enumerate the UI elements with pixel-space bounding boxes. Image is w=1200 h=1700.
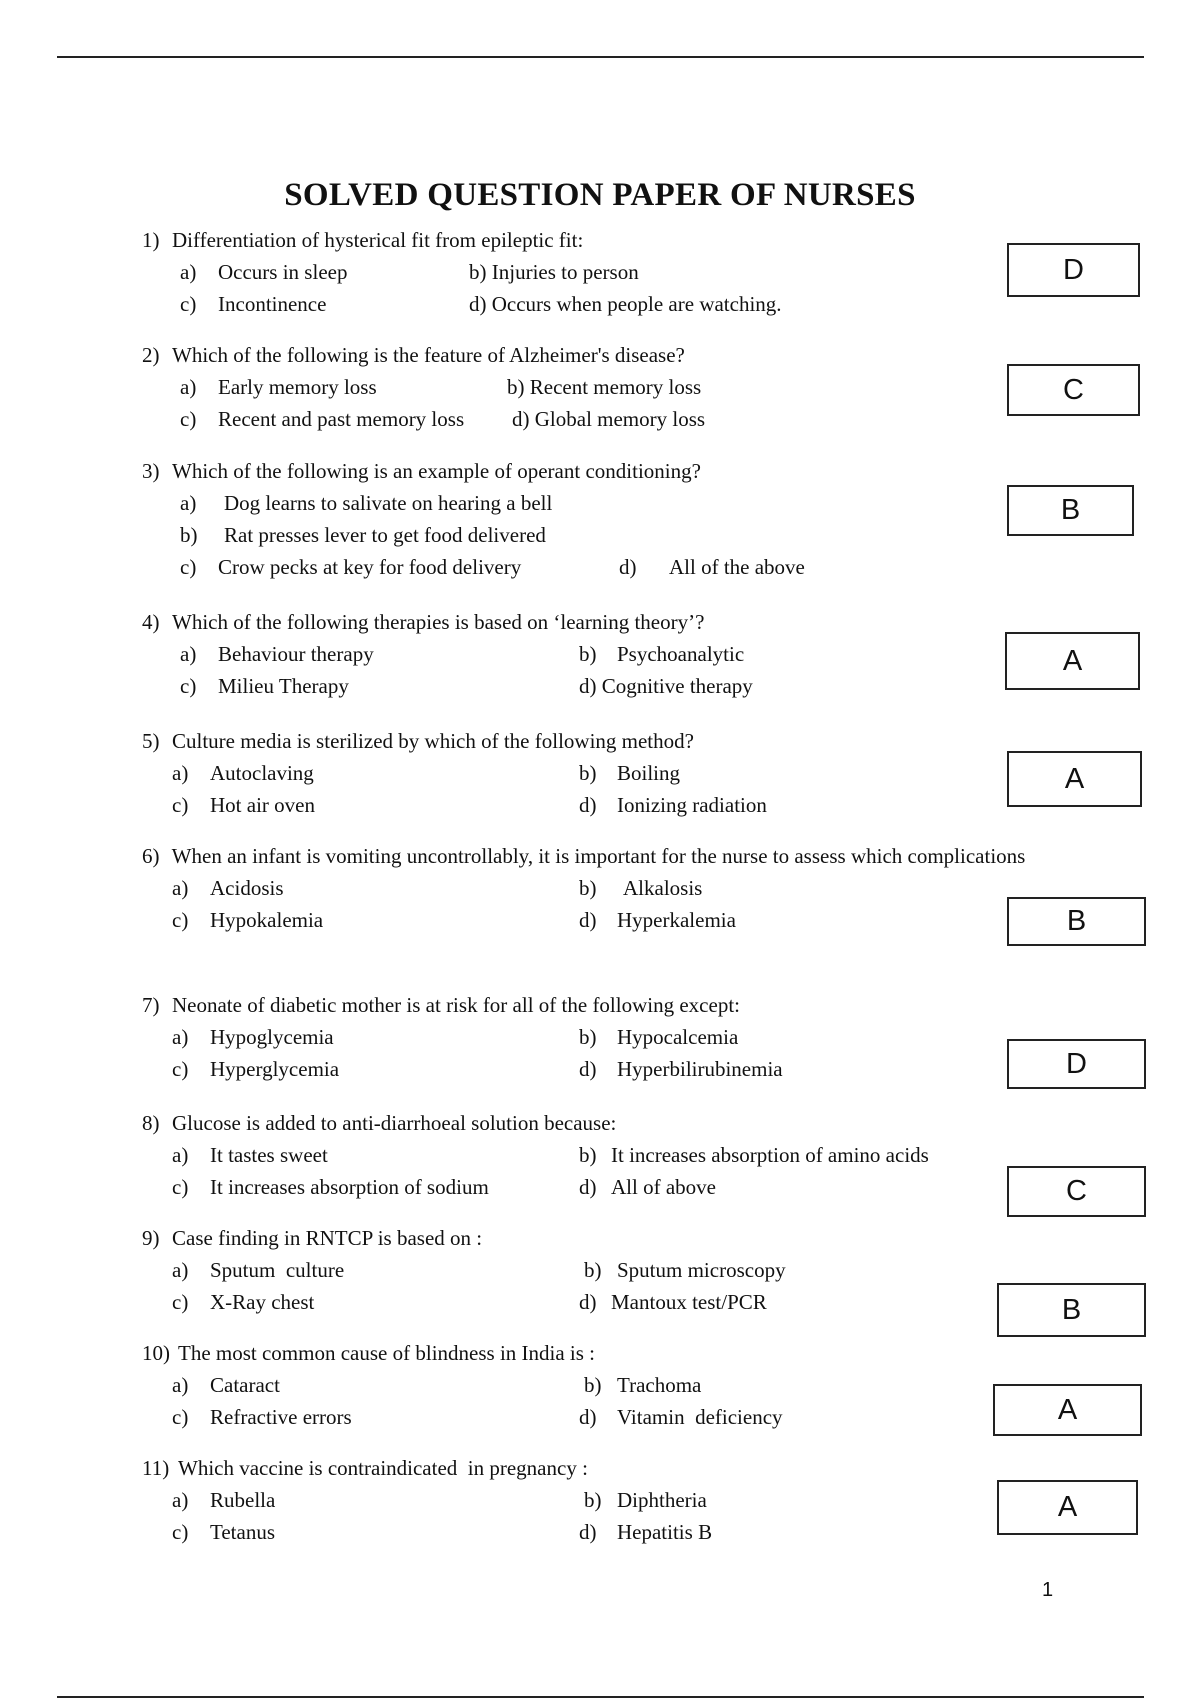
option-a: a) Cataract <box>172 1373 280 1397</box>
question-number: 7) <box>142 993 160 1017</box>
question-5 <box>142 725 1042 821</box>
option-b: b) It increases absorption of amino acids <box>579 1143 929 1167</box>
option-d: d) Mantoux test/PCR <box>579 1290 767 1314</box>
option-c: c) Incontinence <box>180 292 327 316</box>
question-11 <box>142 1452 1042 1548</box>
option-b: b) Trachoma <box>584 1373 702 1397</box>
question-1 <box>142 224 1042 320</box>
option-a: a) Autoclaving <box>172 761 314 785</box>
option-c: c) Tetanus <box>172 1520 276 1544</box>
question-number: 10) <box>142 1341 170 1365</box>
question-text: When an infant is vomiting uncontrollably, it is important for the nurse to assess which complications <box>171 844 1026 868</box>
option-a: a) Early memory loss <box>180 375 377 399</box>
option-c: c) Recent and past memory loss <box>180 407 465 431</box>
question-stem <box>142 1107 1042 1139</box>
question-stem <box>142 840 1042 872</box>
answer-box-5: A <box>1007 751 1142 807</box>
option-b: b) Injuries to person <box>469 260 639 284</box>
answer-box-7: D <box>1007 1039 1146 1089</box>
answer-box-6: B <box>1007 897 1146 946</box>
question-2 <box>142 339 1042 435</box>
question-stem <box>142 606 1042 638</box>
question-3 <box>142 455 1042 583</box>
option-d: d) All of the above <box>619 555 805 579</box>
question-10 <box>142 1337 1042 1433</box>
option-a: a) Occurs in sleep <box>180 260 348 284</box>
option-b: b) Hypocalcemia <box>579 1025 739 1049</box>
option-d: d) Cognitive therapy <box>579 674 753 698</box>
option-c: c) Milieu Therapy <box>180 674 349 698</box>
option-b: b) Diphtheria <box>584 1488 707 1512</box>
option-b: b) Rat presses lever to get food delivered <box>180 523 546 547</box>
question-text: The most common cause of blindness in India is : <box>178 1341 596 1365</box>
question-stem <box>142 1222 1042 1254</box>
question-stem <box>142 1452 1042 1484</box>
option-c: c) Crow pecks at key for food delivery <box>180 555 522 579</box>
option-c: c) Hyperglycemia <box>172 1057 340 1081</box>
option-c: c) It increases absorption of sodium <box>172 1175 489 1199</box>
question-number: 3) <box>142 459 160 483</box>
question-stem <box>142 989 1042 1021</box>
question-text: Which of the following is the feature of Alzheimer's disease? <box>172 343 685 367</box>
bottom-rule <box>57 1696 1144 1698</box>
option-a: a) Behaviour therapy <box>180 642 374 666</box>
question-number: 6) <box>142 844 160 868</box>
question-8 <box>142 1107 1042 1203</box>
question-6 <box>142 840 1042 936</box>
option-a: a) Dog learns to salivate on hearing a bell <box>180 491 553 515</box>
question-number: 8) <box>142 1111 160 1135</box>
question-stem <box>142 224 1042 256</box>
option-a: a) Hypoglycemia <box>172 1025 334 1049</box>
option-b: b) Sputum microscopy <box>584 1258 786 1282</box>
option-d: d) Hyperkalemia <box>579 908 736 932</box>
question-text: Glucose is added to anti-diarrhoeal solution because: <box>172 1111 617 1135</box>
option-d: d) Ionizing radiation <box>579 793 767 817</box>
option-d: d) Occurs when people are watching. <box>469 292 782 316</box>
question-number: 9) <box>142 1226 160 1250</box>
option-d: d) All of above <box>579 1175 716 1199</box>
option-b: b) Alkalosis <box>579 876 703 900</box>
answer-box-3: B <box>1007 485 1134 536</box>
question-text: Case finding in RNTCP is based on : <box>172 1226 483 1250</box>
option-b: b) Psychoanalytic <box>579 642 745 666</box>
answer-box-11: A <box>997 1480 1138 1535</box>
page-number: 1 <box>1042 1579 1054 1601</box>
option-d: d) Hepatitis B <box>579 1520 713 1544</box>
option-a: a) Acidosis <box>172 876 284 900</box>
question-number: 1) <box>142 228 160 252</box>
option-d: d) Vitamin deficiency <box>579 1405 783 1429</box>
question-text: Which of the following is an example of operant conditioning? <box>172 459 701 483</box>
top-rule <box>57 56 1144 58</box>
answer-box-1: D <box>1007 243 1140 297</box>
question-stem <box>142 339 1042 371</box>
option-b: b) Boiling <box>579 761 681 785</box>
question-number: 4) <box>142 610 160 634</box>
question-number: 11) <box>142 1456 170 1480</box>
question-4 <box>142 606 1042 702</box>
option-d: d) Global memory loss <box>512 407 706 431</box>
question-stem <box>142 455 1042 487</box>
question-text: Which vaccine is contraindicated in pregnancy : <box>178 1456 588 1480</box>
answer-box-10: A <box>993 1384 1142 1436</box>
option-a: a) Rubella <box>172 1488 276 1512</box>
page-title: SOLVED QUESTION PAPER OF NURSES <box>284 177 916 213</box>
option-c: c) Hypokalemia <box>172 908 324 932</box>
option-a: a) Sputum culture <box>172 1258 345 1282</box>
question-9 <box>142 1222 1042 1318</box>
question-text: Which of the following therapies is based on ‘learning theory’? <box>172 610 705 634</box>
question-text: Differentiation of hysterical fit from epileptic fit: <box>172 228 584 252</box>
answer-box-4: A <box>1005 632 1140 690</box>
option-b: b) Recent memory loss <box>507 375 702 399</box>
question-number: 2) <box>142 343 160 367</box>
question-text: Neonate of diabetic mother is at risk for all of the following except: <box>172 993 740 1017</box>
option-a: a) It tastes sweet <box>172 1143 328 1167</box>
answer-box-2: C <box>1007 364 1140 416</box>
question-number: 5) <box>142 729 160 753</box>
option-c: c) Refractive errors <box>172 1405 352 1429</box>
answer-box-9: B <box>997 1283 1146 1337</box>
answer-box-8: C <box>1007 1166 1146 1217</box>
option-c: c) Hot air oven <box>172 793 315 817</box>
question-7 <box>142 989 1042 1085</box>
option-d: d) Hyperbilirubinemia <box>579 1057 783 1081</box>
option-c: c) X-Ray chest <box>172 1290 315 1314</box>
question-stem <box>142 725 1042 757</box>
question-stem <box>142 1337 1042 1369</box>
question-text: Culture media is sterilized by which of the following method? <box>172 729 694 753</box>
